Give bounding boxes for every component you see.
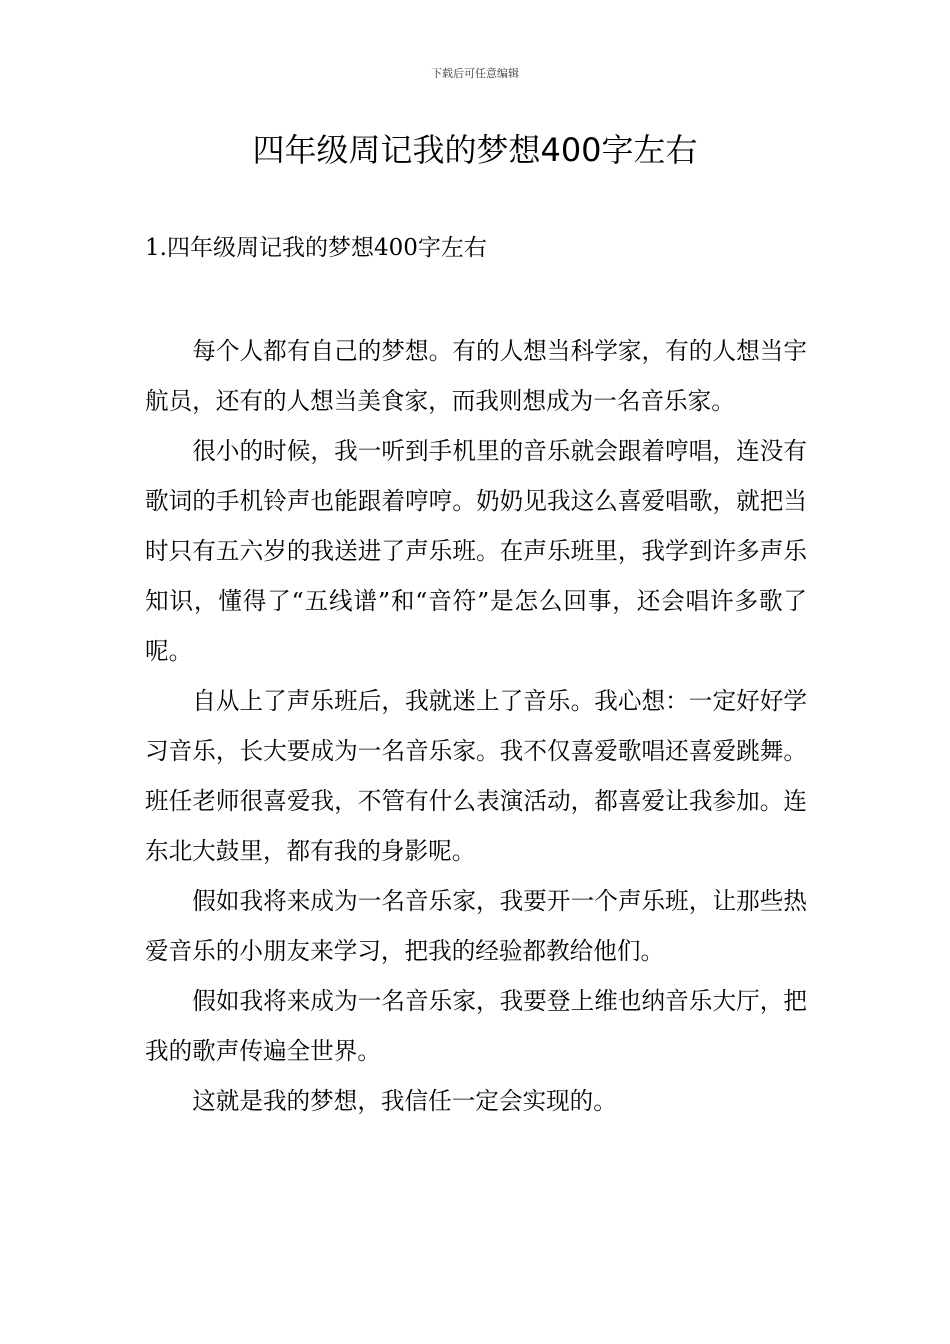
document-body — [145, 326, 807, 1126]
paragraph: 很小的时候，我一听到手机里的音乐就会跟着哼唱，连没有歌词的手机铃声也能跟着哼哼。奶奶见我这么喜爱唱歌，就把当时只有五六岁的我送进了声乐班。在声乐班里，我学到许多声乐知识，懂得了“五线谱”和“音符”是怎么回事，还会唱许多歌了呢。 — [145, 437, 807, 665]
document-title: 四年级周记我的梦想400字左右 — [252, 131, 698, 169]
paragraph: 这就是我的梦想，我信任一定会实现的。 — [192, 1087, 617, 1115]
header-note: 下载后可任意编辑 — [431, 67, 519, 80]
paragraph: 假如我将来成为一名音乐家，我要登上维也纳音乐大厅，把我的歌声传遍全世界。 — [145, 987, 807, 1065]
paragraph: 每个人都有自己的梦想。有的人想当科学家，有的人想当宇航员，还有的人想当美食家，而我则想成为一名音乐家。 — [145, 337, 807, 415]
section-heading: 1.四年级周记我的梦想400字左右 — [145, 235, 487, 261]
paragraph: 自从上了声乐班后，我就迷上了音乐。我心想：一定好好学习音乐，长大要成为一名音乐家。我不仅喜爱歌唱还喜爱跳舞。班任老师很喜爱我，不管有什么表演活动，都喜爱让我参加。连东北大鼓里，都有我的身影呢。 — [145, 687, 807, 865]
paragraph: 假如我将来成为一名音乐家，我要开一个声乐班，让那些热爱音乐的小朋友来学习，把我的经验都教给他们。 — [145, 887, 807, 965]
